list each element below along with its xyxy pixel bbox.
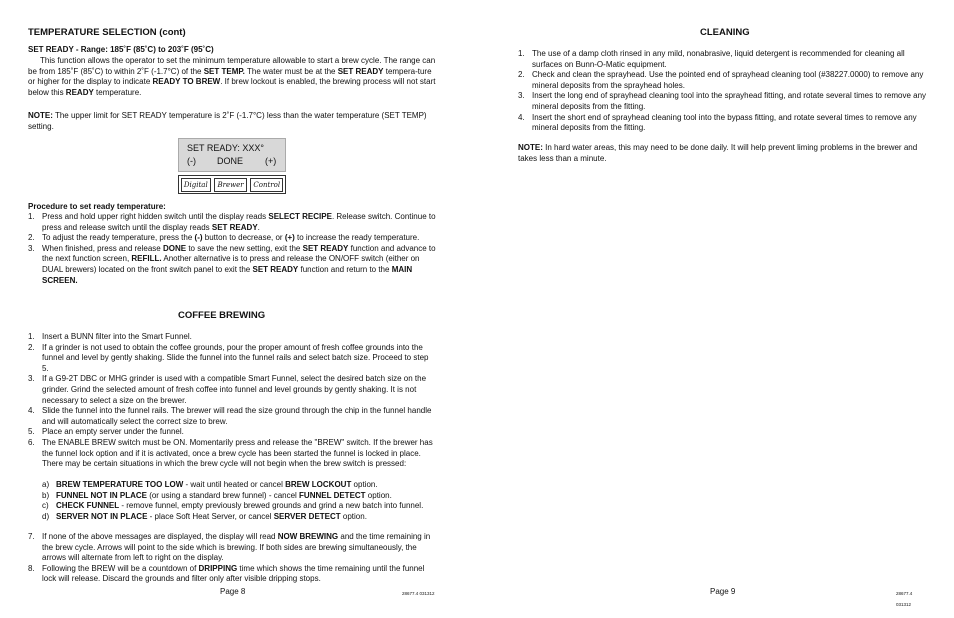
item-number: 2. bbox=[28, 233, 35, 243]
page-number: Page 8 bbox=[220, 587, 246, 596]
item-text: Insert the long end of sprayhead cleaning tool into the sprayhead fitting, and rotate several times to remove any mineral deposits from the fitting. bbox=[532, 91, 927, 111]
list-item bbox=[28, 212, 436, 233]
plus-button-label: (+) bbox=[265, 156, 277, 166]
item-text: If a grinder is not used to obtain the coffee grounds, pour the proper amount of fresh coffee grounds into the funnel and level by gently shaking. Slide the funnel into the funnel rails and select batch size. Proceed to step 5. bbox=[42, 342, 429, 373]
brewing-sub-list bbox=[42, 480, 436, 522]
item-text: Slide the funnel into the funnel rails. The brewer will read the size ground through the chip in the funnel handle and will automatically select the correct size to brew. bbox=[42, 406, 432, 426]
doc-code: 28677.4 031312 bbox=[402, 591, 435, 596]
list-item bbox=[42, 501, 436, 512]
list-item bbox=[518, 113, 926, 134]
bold-term: NOW BREWING bbox=[277, 532, 339, 541]
item-text: The use of a damp cloth rinsed in any mild, nonabrasive, liquid detergent is recommended for cleaning all surfaces on Bunn-O-Matic equipment. bbox=[532, 49, 905, 69]
item-text: Check and clean the sprayhead. Use the pointed end of sprayhead cleaning tool (#38227.0000) to remove any mineral deposits from the sprayhead holes. bbox=[532, 70, 924, 90]
brewing-title: COFFEE BREWING bbox=[178, 310, 266, 321]
list-item bbox=[28, 332, 436, 343]
bold-term: BREW TEMPERATURE TOO LOW bbox=[56, 480, 184, 489]
item-number: 1. bbox=[28, 332, 35, 341]
section-title: CLEANING bbox=[700, 27, 750, 38]
doc-code: 28677.4 031312 bbox=[896, 591, 913, 607]
bold-term: SET READY bbox=[337, 66, 384, 76]
item-text: Following the BREW will be a countdown of DRIPPING time which shows the time remaining until the funnel lock will release. Discard the grounds and filter only after visible dripping stops. bbox=[42, 563, 425, 584]
bold-term: BREW LOCKOUT bbox=[285, 480, 352, 489]
item-text: Place an empty server under the funnel. bbox=[42, 427, 184, 437]
item-number: 5. bbox=[28, 427, 35, 437]
bold-term: FUNNEL DETECT bbox=[299, 490, 366, 500]
item-number: 3. bbox=[28, 243, 35, 253]
procedure-heading: Procedure to set ready temperature: bbox=[28, 202, 166, 211]
list-item bbox=[28, 374, 436, 406]
note-paragraph: NOTE: In hard water areas, this may need to be done daily. It will help prevent liming problems in the brewer and takes less than a minute. bbox=[518, 143, 918, 163]
item-text: To adjust the ready temperature, press the (-) button to decrease, or (+) to increase the ready temperature. bbox=[42, 233, 420, 243]
bold-term: READY TO BREW bbox=[152, 77, 221, 87]
item-number: 1. bbox=[28, 212, 35, 221]
list-item bbox=[28, 532, 436, 564]
item-number: c) bbox=[42, 501, 49, 511]
page-number: Page 9 bbox=[710, 587, 736, 596]
cleaning-list bbox=[518, 49, 926, 134]
brewing-list bbox=[28, 332, 436, 470]
bold-term: NOTE: bbox=[28, 111, 53, 120]
intro-paragraph: This function allows the operator to set the minimum temperature allowable to start a brew cycle. The range can be from 185˚F (85˚C) to within 2˚F (-1.7°C) of the SET TEMP. The water must be at the SET READY tempera-ture or higher for the display to indicate READY TO BREW. If brew lockout is enabled, the brewing process will not start below this READY temperature. bbox=[28, 56, 436, 97]
bold-term: SELECT RECIPE bbox=[268, 212, 332, 221]
item-number: d) bbox=[42, 511, 50, 521]
bold-term: SET READY bbox=[302, 243, 349, 253]
item-text: Press and hold upper right hidden switch until the display reads SELECT RECIPE. Release switch. Continue to press and release switch until the display reads SET READY. bbox=[42, 212, 436, 232]
item-number: 2. bbox=[28, 342, 35, 352]
list-item bbox=[28, 244, 436, 286]
digital-brewer-control-logo bbox=[178, 175, 286, 194]
logo-word: Brewer bbox=[214, 178, 246, 192]
item-number: 3. bbox=[518, 91, 525, 101]
item-text: When finished, press and release DONE to save the new setting, exit the SET READY function and advance to the next function screen, REFILL. Another alternative is to press and release the ON/OFF switch (either on DUAL brewers) located on the front switch panel to exit the SET READY function and return to the MAIN SCREEN. bbox=[42, 243, 436, 285]
item-number: 7. bbox=[28, 532, 35, 541]
item-text: Insert a BUNN filter into the Smart Funnel. bbox=[42, 332, 192, 341]
list-item bbox=[28, 564, 436, 585]
set-ready-heading: SET READY - Range: 185˚F (85˚C) to 203˚F (95˚C) bbox=[28, 45, 214, 54]
logo-word: Digital bbox=[181, 178, 211, 192]
display-screen bbox=[178, 138, 286, 172]
bold-term: SERVER NOT IN PLACE bbox=[56, 511, 148, 521]
item-number: 2. bbox=[518, 70, 525, 80]
item-text: BREW TEMPERATURE TOO LOW - wait until heated or cancel BREW LOCKOUT option. bbox=[56, 480, 378, 489]
list-item bbox=[42, 512, 436, 523]
bold-term: NOTE: bbox=[518, 143, 543, 152]
list-item bbox=[28, 406, 436, 427]
item-number: 1. bbox=[518, 49, 525, 58]
bold-term: REFILL. bbox=[131, 254, 162, 264]
item-text: The ENABLE BREW switch must be ON. Momentarily press and release the "BREW" switch. If the brewer has the funnel lock option and if it is activated, once a brew cycle has been started the funnel is locked in place. There may be certain situations in which the brew cycle will not begin when the brew switch is pressed: bbox=[42, 437, 433, 469]
list-item bbox=[28, 343, 436, 375]
logo-word: Control bbox=[250, 178, 283, 192]
item-number: a) bbox=[42, 480, 50, 489]
item-number: 4. bbox=[28, 406, 35, 416]
bold-term: (+) bbox=[284, 233, 295, 243]
bold-term: CHECK FUNNEL bbox=[56, 501, 120, 511]
procedure-list bbox=[28, 212, 436, 286]
bold-term: FUNNEL NOT IN PLACE bbox=[56, 490, 147, 500]
bold-term: (-) bbox=[194, 233, 203, 243]
bold-term: MAIN SCREEN. bbox=[42, 264, 413, 285]
item-text: CHECK FUNNEL - remove funnel, empty previously brewed grounds and grind a new batch into funnel. bbox=[56, 501, 424, 511]
item-text: If a G9-2T DBC or MHG grinder is used with a compatible Smart Funnel, select the desired batch size on the grinder. Grind the selected amount of fresh coffee into funnel and level grounds by gently shaking. It is not necessary to select a size on the brewer. bbox=[42, 374, 427, 405]
bold-term: DRIPPING bbox=[198, 563, 238, 573]
item-number: 8. bbox=[28, 563, 35, 573]
bold-term: SET READY bbox=[252, 264, 299, 274]
item-number: 4. bbox=[518, 112, 525, 122]
display-line: SET READY: XXX° bbox=[187, 143, 264, 153]
bold-term: SERVER DETECT bbox=[273, 511, 341, 521]
item-number: b) bbox=[42, 490, 50, 500]
list-item bbox=[518, 49, 926, 70]
item-number: 3. bbox=[28, 374, 35, 384]
item-text: SERVER NOT IN PLACE - place Soft Heat Server, or cancel SERVER DETECT option. bbox=[56, 511, 367, 521]
note-paragraph: NOTE: The upper limit for SET READY temperature is 2˚F (-1.7°C) less than the water temperature (SET TEMP) setting. bbox=[28, 111, 427, 131]
item-number: 6. bbox=[28, 437, 35, 447]
item-text: If none of the above messages are displayed, the display will read NOW BREWING and the time remaining in the brew cycle. Arrows will point to the side which is brewing. If both sides are brewing simultaneously, the arrows will alternate from left to right on the display. bbox=[42, 532, 431, 563]
brewing-list-continued bbox=[28, 532, 436, 585]
list-item bbox=[518, 70, 926, 91]
minus-button-label: (-) bbox=[187, 156, 196, 166]
list-item bbox=[28, 427, 436, 438]
bold-term: SET TEMP. bbox=[203, 66, 245, 76]
list-item bbox=[42, 491, 436, 502]
bold-term: READY bbox=[65, 87, 94, 97]
bold-term: DONE bbox=[162, 243, 187, 253]
list-item bbox=[518, 91, 926, 112]
list-item bbox=[42, 480, 436, 491]
list-item bbox=[28, 438, 436, 470]
item-text: Insert the short end of sprayhead cleaning tool into the bypass fitting, and rotate several times to remove any mineral deposits from the fitting. bbox=[532, 112, 917, 133]
item-text: FUNNEL NOT IN PLACE (or using a standard brew funnel) - cancel FUNNEL DETECT option. bbox=[56, 490, 392, 500]
bold-term: SET READY bbox=[211, 222, 258, 232]
section-title: TEMPERATURE SELECTION (cont) bbox=[28, 27, 186, 38]
done-button-label: DONE bbox=[217, 156, 244, 166]
list-item bbox=[28, 233, 436, 244]
